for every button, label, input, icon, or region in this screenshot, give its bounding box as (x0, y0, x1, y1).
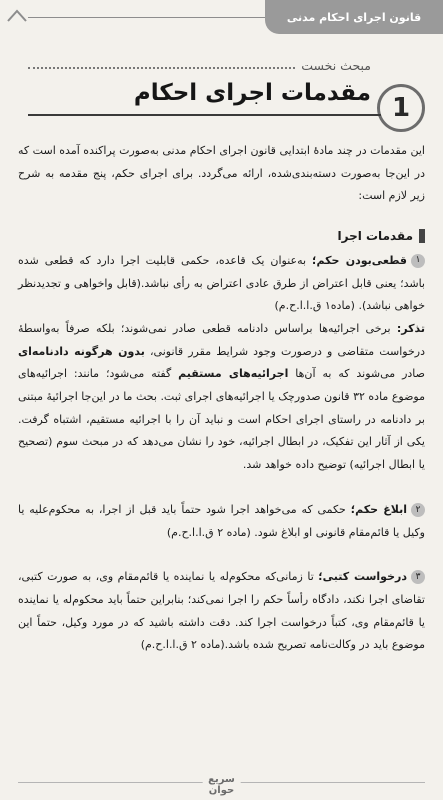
note-emphasis: اجرائیه‌های مستقیم (178, 367, 289, 381)
item-number-badge: ۳ (411, 570, 425, 584)
note-text: برخی اجرائیه‌ها براساس دادنامه قطعی صادر نمی‌شوند؛ بلکه صرفاً به‌واسطهٔ درخواست متقاضی و درصورت وجود شرایط مقرر قانونی، (18, 321, 425, 358)
item-title: ابلاغ حکم؛ (350, 502, 407, 516)
item-title: درخواست کتبی؛ (318, 570, 407, 584)
subheading (18, 225, 425, 248)
item-text: حکمی که می‌خواهد اجرا شود حتماً باید قبل از اجرا، به محکوم‌علیه یا وکیل یا قائم‌مقام قانونی او ابلاغ شود. (ماده ۲ ق.ا.ا.ح.م) (18, 502, 425, 539)
logo-line: حوان (208, 785, 235, 796)
note-text: صادر می‌شوند که به آن‌ها (288, 367, 425, 381)
item-number-badge: ۱ (411, 254, 425, 268)
list-item (18, 566, 425, 657)
item-title: قطعی‌بودن حکم؛ (312, 253, 408, 267)
section-label-text: مبحث نخست (301, 58, 371, 73)
item-text: به‌عنوان یک قاعده، حکمی قابلیت اجرا دارد که قطعی شده باشد؛ یعنی قابل اعتراض از طرق عادی اعتراض به رأی نباشد.(قابل واخواهی و تجدیدنظر خواهی نباشد). (ماده۱ ق.ا.ا.ح.م) (18, 253, 425, 313)
note-emphasis: بدون هرگونه دادنامه‌ای (18, 344, 145, 358)
chevron-icon (6, 7, 28, 25)
list-item (18, 250, 425, 318)
item-number-badge: ۲ (411, 503, 425, 517)
note-label: تذکر: (396, 321, 425, 335)
title-rule (28, 114, 381, 116)
item-text: تا زمانی‌که محکوم‌له یا نماینده یا قائم‌مقام وی، به صورت کتبی، تقاضای اجرا نکند، دادگاه رأساً حکم را اجرا نمی‌کند؛ بنابراین حتماً باید محکوم‌له یا نماینده یا قائم‌مقام وی، کتباً درخواست اجرا کند. دقت داشته باشید که در مورد وکیل، حتماً این موضوع باید در وکالت‌نامه تصریح شده باشد.(ماده ۲ ق.ا.ا.ح.م) (18, 570, 425, 652)
list-item (18, 499, 425, 544)
dotted-leader (28, 67, 295, 69)
note-text: گفته می‌شود؛ مانند: اجرائیه‌های موضوع ماده ۳۲ قانون صدورچک یا اجرائیه‌های اجرای ثبت. بحث ما در این‌جا اجرائیهٔ مبتنی بر دادنامه در راستای اجرای احکام است و نباید آن را با اجرائیه مستقیم، اشتباه گرفت. یکی از آثار این تفکیک، در ابطال اجرائیه، خود را نشان می‌دهد که در مبحث سوم (تصحیح یا ابطال اجرائیه) توضیح داده خواهد شد. (18, 367, 425, 472)
section-label (28, 58, 371, 73)
page-body (18, 140, 425, 657)
logo-line: سریع (208, 774, 235, 785)
running-title: قانون اجرای احکام مدنی (265, 0, 443, 34)
chapter-number-badge: 1 (377, 84, 425, 132)
note-paragraph (18, 318, 425, 477)
running-header (0, 0, 443, 36)
publisher-logo (202, 774, 241, 796)
chapter-title: مقدمات اجرای احکام (133, 80, 371, 106)
subheading-bar-icon (419, 229, 425, 243)
intro-paragraph: این مقدمات در چند مادهٔ ابتدایی قانون اجرای احکام مدنی به‌صورت پراکنده آمده است که در این‌جا به‌صورت دسته‌بندی‌شده، ارائه می‌گردد. برای اجرای حکم، پنج مقدمه به شرح زیر لازم است: (18, 144, 425, 203)
header-rule (28, 17, 265, 18)
subheading-text: مقدمات اجرا (337, 229, 413, 244)
